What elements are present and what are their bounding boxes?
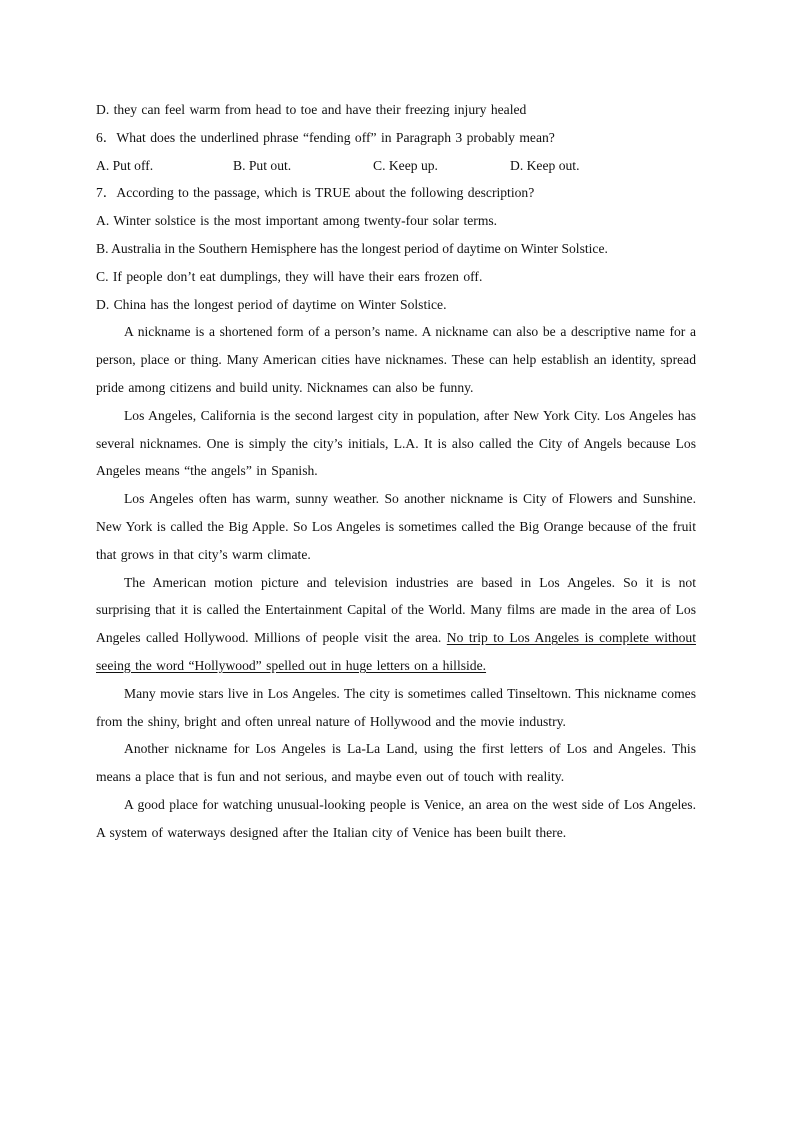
q7-option-b: B. Australia in the Southern Hemisphere has the longest period of daytime on Winter Solstice.	[96, 240, 608, 256]
paragraph-4-text: The American motion picture and television industries are based in Los Angeles. So it is not surprising that it is called the Entertainment Capital of the World. Many films are made in the area of Los Angeles called Hollywood. Millions of people visit the area.	[96, 574, 696, 646]
passage-paragraph-1: A nickname is a shortened form of a person’s name. A nickname can also be a descriptive name for a person, place or thing. Many American cities have nicknames. These can help establish an identity, spread pride among citizens and build unity. Nicknames can also be funny.	[96, 324, 696, 395]
q7-option-c: C. If people don’t eat dumplings, they will have their ears frozen off.	[96, 268, 483, 284]
passage-paragraph-7: A good place for watching unusual-looking people is Venice, an area on the west side of Los Angeles. A system of waterways designed after the Italian city of Venice has been built there.	[96, 796, 696, 840]
q6-option-b: B. Put out.	[233, 157, 292, 173]
q5-option-d: D. they can feel warm from head to toe and have their freezing injury healed	[96, 102, 527, 117]
exam-page	[96, 96, 696, 847]
q7-option-a: A. Winter solstice is the most important among twenty-four solar terms.	[96, 213, 498, 229]
q6-options	[96, 152, 696, 180]
passage-paragraph-5: Many movie stars live in Los Angeles. The city is sometimes called Tinseltown. This nickname comes from the shiny, bright and often unreal nature of Hollywood and the movie industry.	[96, 685, 696, 729]
q7-stem: 7．According to the passage, which is TRUE about the following description?	[96, 185, 535, 201]
q6-stem: 6．What does the underlined phrase “fending off” in Paragraph 3 probably mean?	[96, 129, 555, 145]
q6-option-c: C. Keep up.	[373, 157, 438, 173]
q7-option-d: D. China has the longest period of daytime on Winter Solstice.	[96, 296, 447, 312]
passage-paragraph-6: Another nickname for Los Angeles is La-La Land, using the first letters of Los and Angeles. This means a place that is fun and not serious, and maybe even out of touch with reality.	[96, 741, 696, 785]
passage-paragraph-2: Los Angeles, California is the second largest city in population, after New York City. Los Angeles has several nicknames. One is simply the city’s initials, L.A. It is also called the City of Angels because Los Angeles means “the angels” in Spanish.	[96, 407, 696, 479]
underlined-sentence: No trip to Los Angeles is complete without seeing the word “Hollywood” spelled out in huge letters on a hillside.	[96, 630, 697, 673]
q6-option-a: A. Put off.	[96, 157, 154, 173]
passage-paragraph-4	[96, 569, 696, 680]
q6-option-d: D. Keep out.	[510, 157, 580, 173]
passage-paragraph-3: Los Angeles often has warm, sunny weather. So another nickname is City of Flowers and Sunshine. New York is called the Big Apple. So Los Angeles is sometimes called the Big Orange because of the fruit that grows in that city’s warm climate.	[96, 491, 696, 562]
